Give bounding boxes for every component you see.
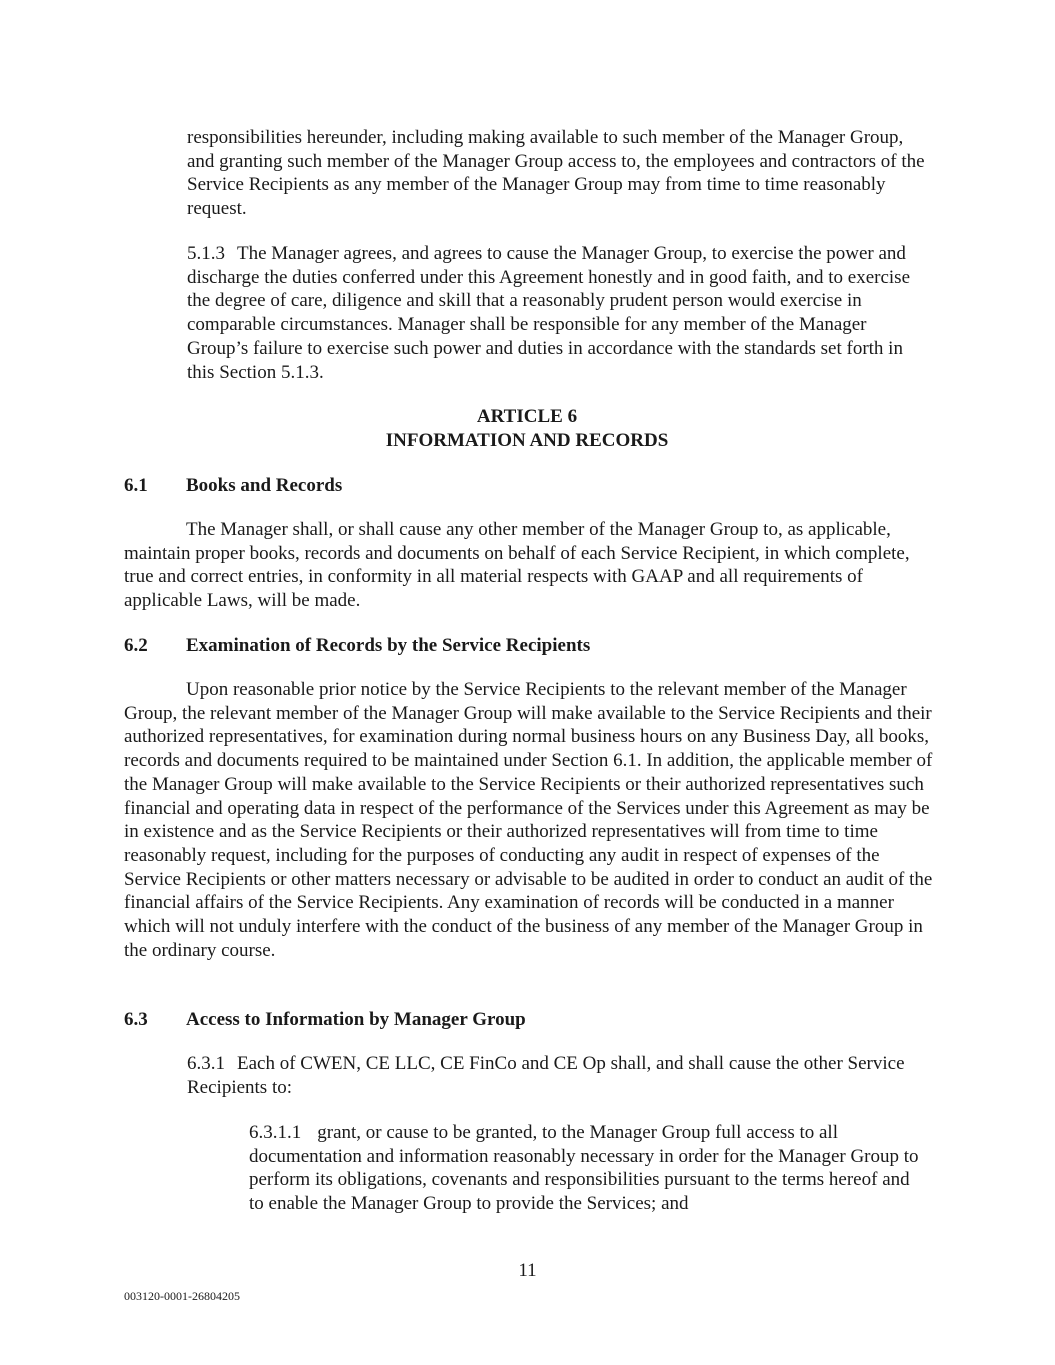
heading-title: Examination of Records by the Service Recipients — [186, 635, 591, 656]
heading-number: 6.1 — [124, 475, 148, 496]
document-id: 003120-0001-26804205 — [124, 1289, 240, 1303]
page-number: 11 — [518, 1260, 537, 1281]
section-number: 6.3.1 — [187, 1053, 225, 1074]
section-text: grant, or cause to be granted, to the Manager Group full access to all documentation and information reasonably necessary in order for the Manager Group to perform its obligations, covenants and responsibilities pursuant to the terms hereof and to enable the Manager Group to provide the Services; and — [249, 1122, 919, 1215]
section-6-2-text: Upon reasonable prior notice by the Service Recipients to the relevant member of the Manager Group, the relevant member of the Manager Group will make available to the Service Recipients and their authorized representatives, for examination during normal business hours on any Business Day, all books, records and documents required to be maintained under Section 6.1. In addition, the applicable member of the Manager Group will make available to the Service Recipients or their authorized representatives such financial and operating data in respect of the performance of the Services under this Agreement as may be in existence and as the Service Recipients or their authorized representatives will from time to time reasonably request, including for the purposes of conducting any audit in respect of expenses of the Service Recipients or other matters necessary or advisable to be audited in order to conduct an audit of the financial affairs of the Service Recipients. Any examination of records will be conducted in a manner which will not unduly interfere with the conduct of the business of any member of the Manager Group in the ordinary course. — [124, 679, 933, 961]
article-number: ARTICLE 6 — [476, 406, 578, 427]
section-number: 6.3.1.1 — [249, 1122, 302, 1143]
heading-number: 6.3 — [124, 1009, 148, 1030]
section-6-2-heading — [124, 634, 924, 658]
heading-title: Books and Records — [186, 475, 343, 496]
heading-title: Access to Information by Manager Group — [186, 1009, 526, 1030]
section-6-3-heading — [124, 1008, 924, 1032]
paragraph-continuation: responsibilities hereunder, including making available to such member of the Manager Group, and granting such member of the Manager Group access to, the employees and contractors of the Service Recipients as any member of the Manager Group may from time to time reasonably request. — [187, 127, 925, 220]
section-text: Each of CWEN, CE LLC, CE FinCo and CE Op shall, and shall cause the other Service Recipients to: — [187, 1053, 905, 1098]
article-title: INFORMATION AND RECORDS — [385, 430, 669, 451]
section-number: 5.1.3 — [187, 243, 225, 264]
section-text: The Manager agrees, and agrees to cause the Manager Group, to exercise the power and discharge the duties conferred under this Agreement honestly and in good faith, and to exercise the degree of care, diligence and skill that a reasonably prudent person would exercise in comparable circumstances. Manager shall be responsible for any member of the Manager Group’s failure to exercise such power and duties in accordance with the standards set forth in this Section 5.1.3. — [187, 243, 911, 383]
section-6-3-1-1 — [249, 1121, 929, 1216]
heading-number: 6.2 — [124, 635, 148, 656]
section-5-1-3 — [187, 242, 927, 384]
section-6-1-text: The Manager shall, or shall cause any other member of the Manager Group to, as applicable, maintain proper books, records and documents on behalf of each Service Recipient, in which complete, true and correct entries, in conformity in all material respects with GAAP and all requirements of applicable Laws, will be made. — [124, 519, 910, 612]
section-6-1-heading — [124, 474, 924, 498]
section-6-3-1 — [187, 1052, 927, 1099]
